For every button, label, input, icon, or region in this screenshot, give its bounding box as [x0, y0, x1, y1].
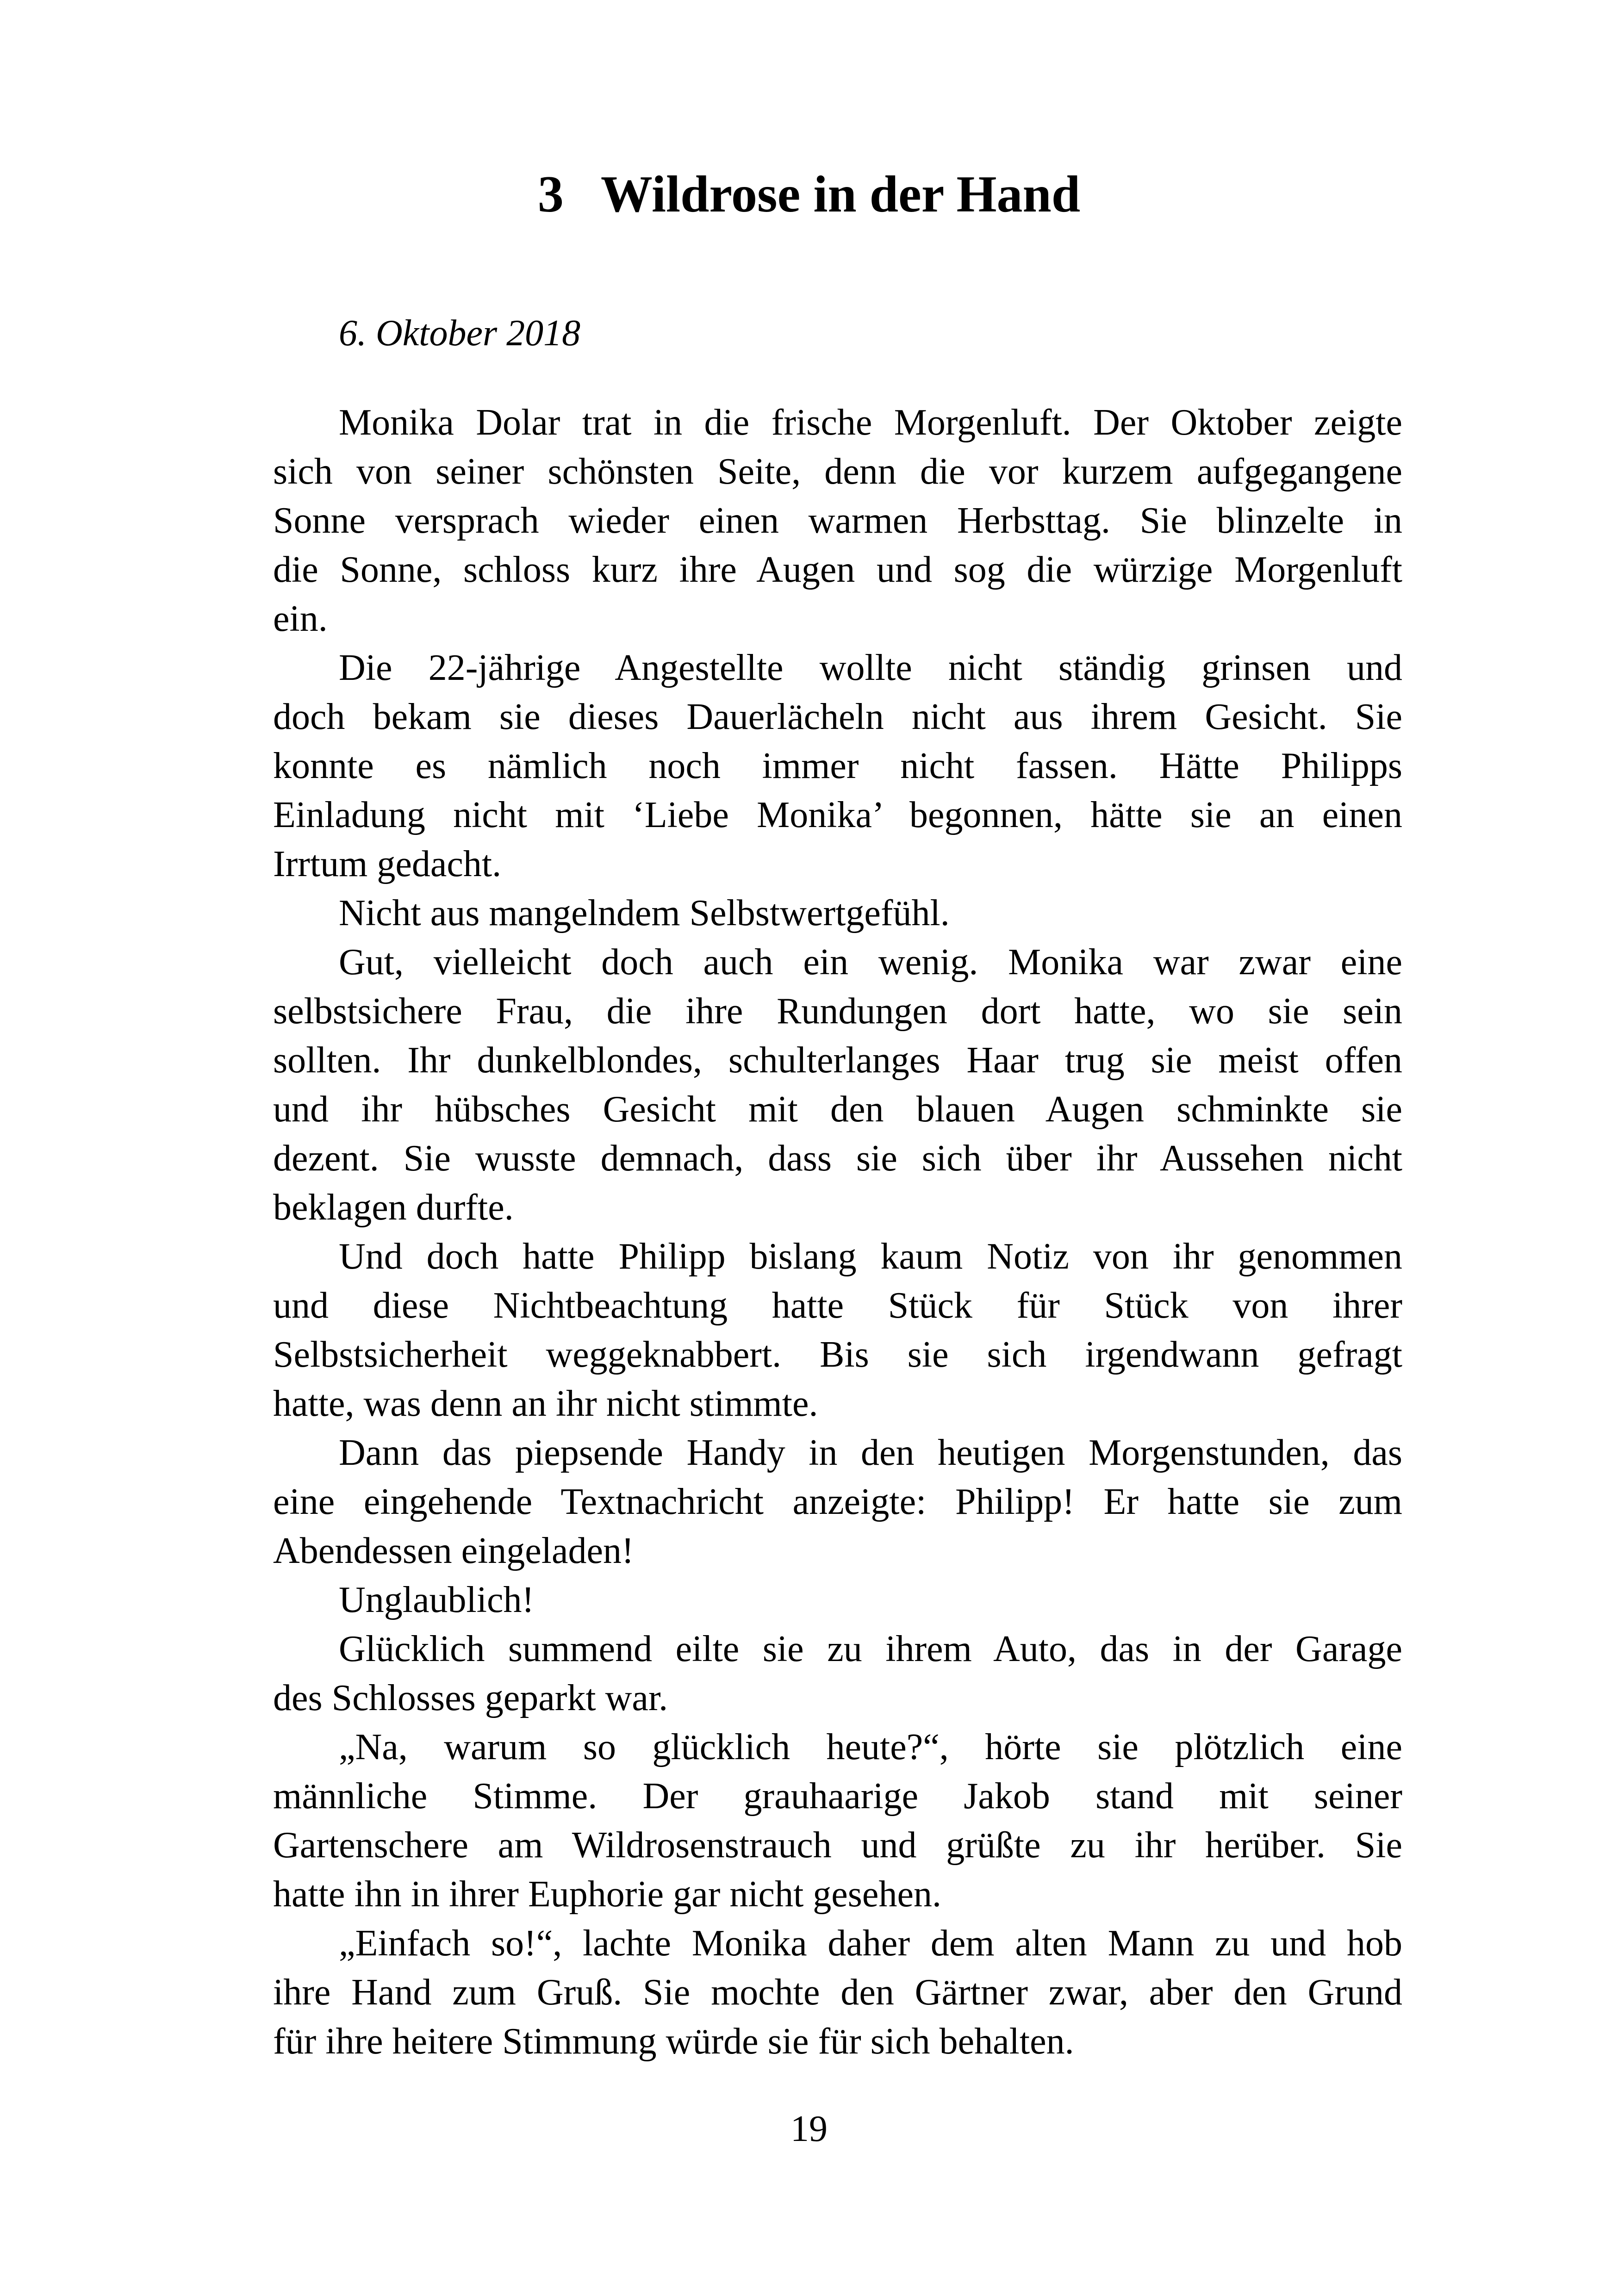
text-line: ihre Hand zum Gruß. Sie mochte den Gärtner zwar, aber den Grund: [273, 1972, 1402, 2013]
paragraph: [273, 1723, 1402, 1919]
text-line: Glücklich summend eilte sie zu ihrem Auto, das in der Garage: [339, 1629, 1402, 1669]
text-line: Sonne versprach wieder einen warmen Herbsttag. Sie blinzelte in: [273, 500, 1402, 541]
text-line: eine eingehende Textnachricht anzeigte: Philipp! Er hatte sie zum: [273, 1481, 1402, 1522]
text-line: und diese Nichtbeachtung hatte Stück für Stück von ihrer: [273, 1285, 1402, 1326]
chapter-number: 3: [537, 166, 564, 223]
text-line: konnte es nämlich noch immer nicht fassen. Hätte Philipps: [273, 746, 1402, 786]
text-line: dezent. Sie wusste demnach, dass sie sich über ihr Aussehen nicht: [273, 1138, 1402, 1179]
paragraph: [273, 1232, 1402, 1428]
paragraph: [273, 938, 1402, 1232]
text-line: und ihr hübsches Gesicht mit den blauen Augen schminkte sie: [273, 1089, 1402, 1130]
text-line: sich von seiner schönsten Seite, denn die vor kurzem aufgegangene: [273, 451, 1402, 492]
text-line: Einladung nicht mit ‘Liebe Monika’ begonnen, hätte sie an einen: [273, 795, 1402, 835]
text-line: Nicht aus mangelndem Selbstwertgefühl.: [339, 893, 950, 933]
text-line: Monika Dolar trat in die frische Morgenluft. Der Oktober zeigte: [339, 402, 1402, 443]
text-line: die Sonne, schloss kurz ihre Augen und sog die würzige Morgenluft: [273, 549, 1402, 590]
text-line: „Na, warum so glücklich heute?“, hörte sie plötzlich eine: [339, 1727, 1402, 1767]
text-body: [273, 398, 1402, 2066]
text-line: selbstsichere Frau, die ihre Rundungen dort hatte, wo sie sein: [273, 991, 1402, 1032]
text-line: Gartenschere am Wildrosenstrauch und grüßte zu ihr herüber. Sie: [273, 1825, 1402, 1866]
text-line: hatte, was denn an ihr nicht stimmte.: [273, 1383, 818, 1424]
paragraph: [273, 1624, 1402, 1723]
paragraph: [273, 1428, 1402, 1575]
text-line: sollten. Ihr dunkelblondes, schulterlanges Haar trug sie meist offen: [273, 1040, 1402, 1081]
text-line: Selbstsicherheit weggeknabbert. Bis sie sich irgendwann gefragt: [273, 1334, 1402, 1375]
page-number: 19: [790, 2109, 828, 2149]
paragraph: [273, 1575, 1402, 1624]
text-line: doch bekam sie dieses Dauerlächeln nicht aus ihrem Gesicht. Sie: [273, 697, 1402, 737]
text-line: hatte ihn in ihrer Euphorie gar nicht gesehen.: [273, 1874, 941, 1915]
text-line: männliche Stimme. Der grauhaarige Jakob stand mit seiner: [273, 1776, 1402, 1817]
text-line: Die 22-jährige Angestellte wollte nicht ständig grinsen und: [339, 647, 1402, 688]
chapter-title: Wildrose in der Hand: [600, 166, 1081, 223]
text-line: Und doch hatte Philipp bislang kaum Notiz von ihr genommen: [339, 1236, 1402, 1277]
text-line: ein.: [273, 598, 328, 639]
text-line: Abendessen eingeladen!: [273, 1531, 634, 1571]
text-line: für ihre heitere Stimmung würde sie für sich behalten.: [273, 2021, 1074, 2062]
date-line: 6. Oktober 2018: [339, 313, 581, 354]
chapter-heading: [0, 157, 1618, 231]
paragraph: [273, 1919, 1402, 2066]
paragraph: [273, 643, 1402, 889]
paragraph: [273, 398, 1402, 643]
paragraph: [273, 889, 1402, 938]
text-line: „Einfach so!“, lachte Monika daher dem alten Mann zu und hob: [339, 1923, 1402, 1964]
text-line: beklagen durfte.: [273, 1187, 514, 1228]
text-line: des Schlosses geparkt war.: [273, 1678, 668, 1718]
text-line: Dann das piepsende Handy in den heutigen Morgenstunden, das: [339, 1432, 1402, 1473]
text-line: Gut, vielleicht doch auch ein wenig. Monika war zwar eine: [339, 942, 1402, 983]
text-line: Unglaublich!: [339, 1580, 535, 1620]
text-line: Irrtum gedacht.: [273, 844, 502, 884]
